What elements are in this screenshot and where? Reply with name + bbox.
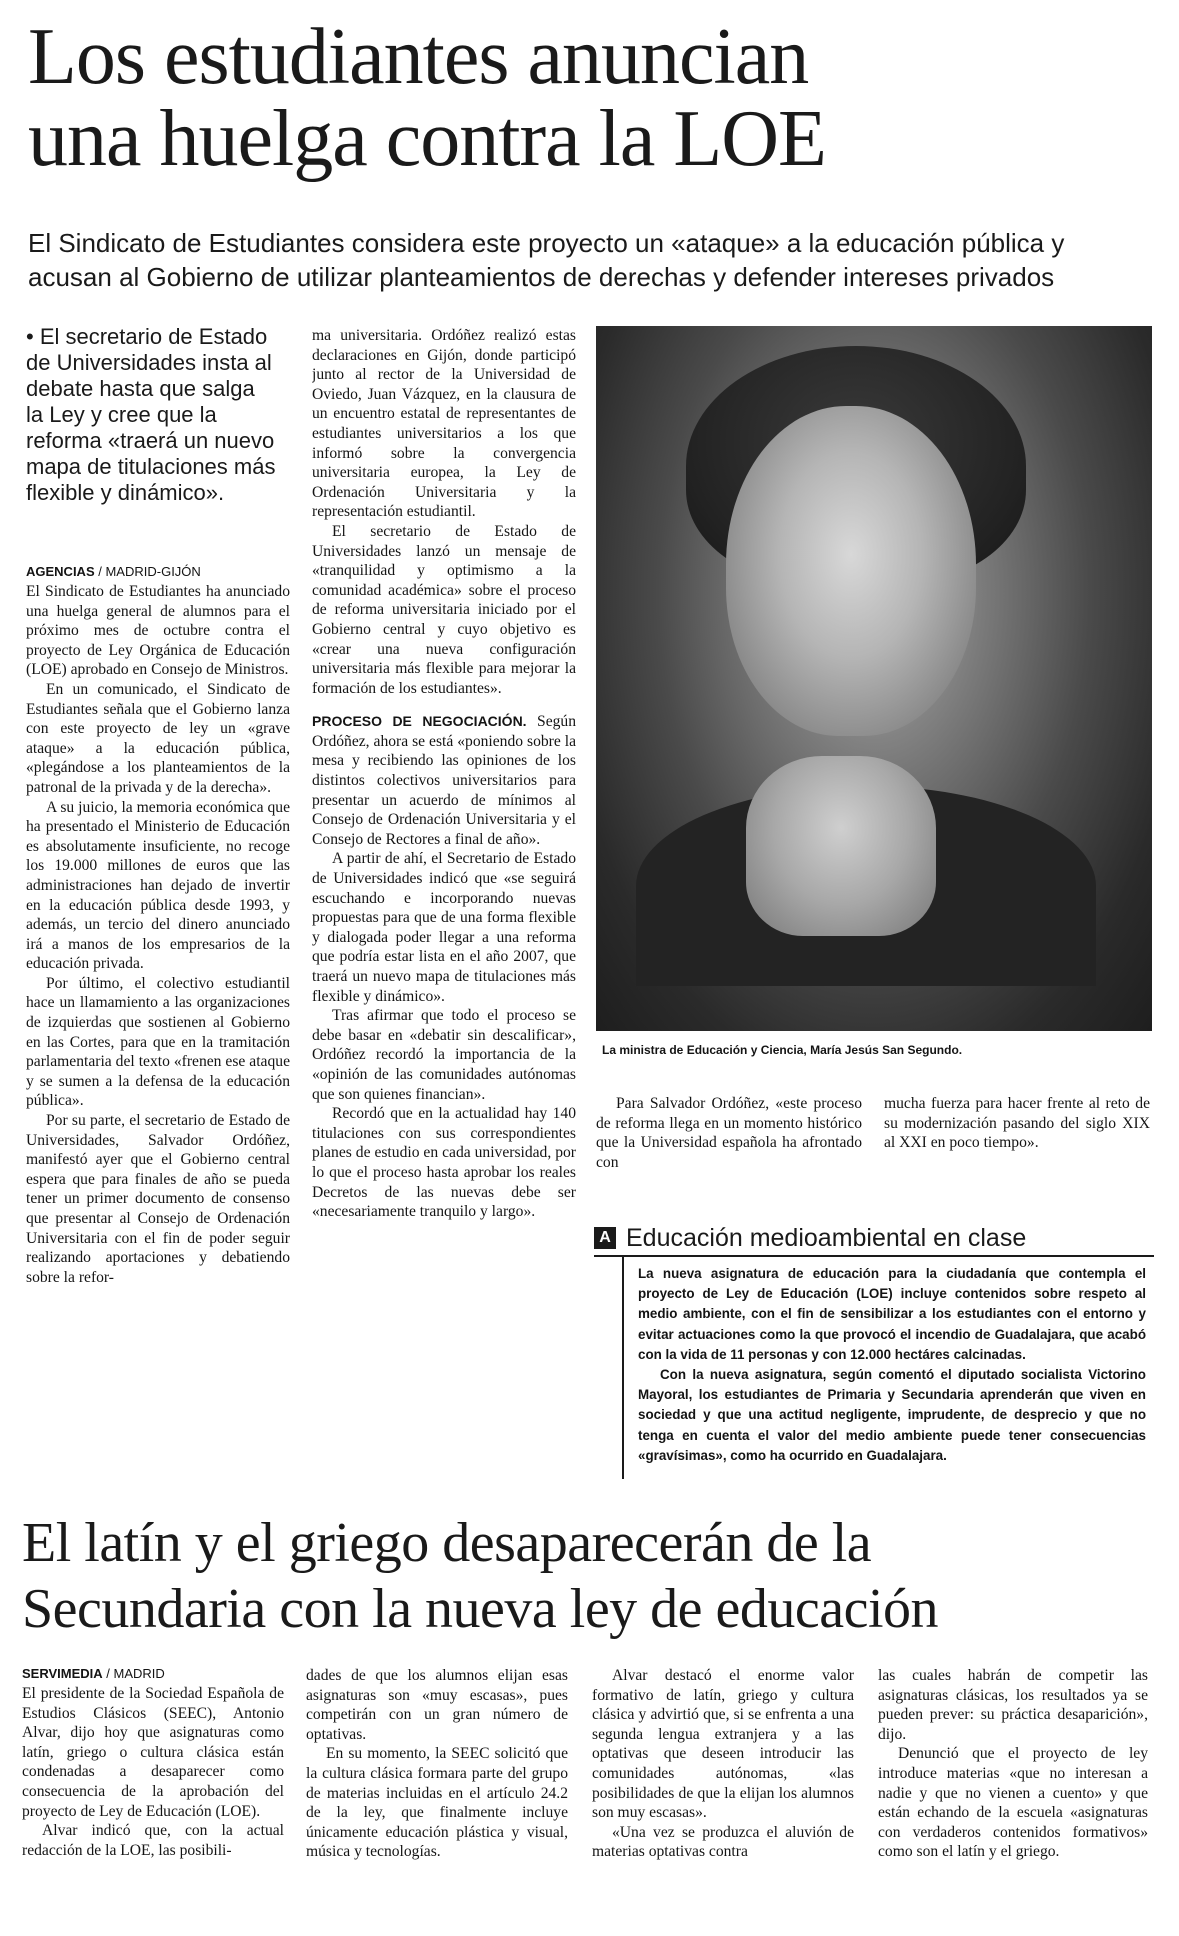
article2-column-3 <box>592 1666 854 1926</box>
article2-col4-paragraph-1: las cuales habrán de competir las asignaturas clásicas, los resultados ya se pueden prever: su práctica desaparición», dijo. <box>878 1667 1148 1743</box>
article2-byline-agency: SERVIMEDIA <box>22 1666 103 1681</box>
article1-column-4 <box>884 1094 1150 1194</box>
article1-col1-paragraph-3: A su juicio, la memoria económica que ha presentado el Ministerio de Educación es absolutamente insuficiente, no recoge los 19.000 millones de euros que las administraciones han dejado de invertir en la educación pública desde 1993, y además, un tercio del dinero anunciado irá a manos de los empresarios de la educación privada. <box>26 798 290 973</box>
article1-col2-paragraph-3 <box>312 712 576 849</box>
sidebar-title: Educación medioambiental en clase <box>626 1224 1027 1252</box>
photo-figure-face <box>726 406 976 736</box>
article1-col2-paragraph-2: El secretario de Estado de Universidades lanzó un mensaje de «tranquilidad y optimismo a la comunidad académica» sobre el proceso de reforma universitaria iniciado por el Gobierno central y cuyo objetivo es «crear una nueva configuración universitaria más flexible para mejorar la formación de los estudiantes». <box>312 522 576 697</box>
article2-col2-paragraph-1: dades de que los alumnos elijan esas asignaturas son «muy escasas», pues competirán con un gran número de optativas. <box>306 1667 568 1743</box>
article2-col1-paragraph-2: Alvar indicó que, con la actual redacción de la LOE, las posibili- <box>22 1822 284 1859</box>
photo-caption: La ministra de Educación y Ciencia, María Jesús San Segundo. <box>602 1043 963 1057</box>
sidebar-body <box>638 1264 1146 1484</box>
article1-lead: • El secretario de Estado de Universidades insta al debate hasta que salga la Ley y cree que la reforma «traerá un nuevo mapa de titulaciones más flexible y dinámico». <box>26 324 276 505</box>
article1-subhead: El Sindicato de Estudiantes considera este proyecto un «ataque» a la educación pública y acusan al Gobierno de utilizar planteamientos de derechas y defender intereses privados <box>28 228 1065 292</box>
article2-column-4 <box>878 1666 1148 1926</box>
article2-col3-paragraph-2: «Una vez se produzca el aluvión de materias optativas contra <box>592 1823 854 1861</box>
article1-col2-paragraph-5: Tras afirmar que todo el proceso se debe basar en «debatir sin descalificar», Ordóñez recordó la importancia de la «opinión de las comunidades autónomas que son quienes financian». <box>312 1007 576 1103</box>
article2-col2-paragraph-2: En su momento, la SEEC solicitó que la cultura clásica formara parte del grupo de materias incluidas en el artículo 24.2 de la ley, que finalmente incluye únicamente educación plástica y visual, música y tecnologías. <box>306 1745 568 1861</box>
article1-headline-line2: una huelga contra la LOE <box>28 95 826 183</box>
article1-col2-paragraph-6: Recordó que en la actualidad hay 140 titulaciones con sus correspondientes planes de estudio en cada universidad, por lo que el proceso hasta aprobar los reales Decretos de las nuevas debe ser «necesariamente tranquilo y largo». <box>312 1105 576 1221</box>
sidebar-paragraph-1: La nueva asignatura de educación para la ciudadanía que contempla el proyecto de Ley de Educación (LOE) incluye contenidos sobre respeto al medio ambiente, con el fin de sensibilizar a los estudiantes con el entorno y evitar actuaciones como la que provocó el incendio de Guadalajara, que acabó con la vida de 11 personas y con 12.000 hectáres calcinadas. <box>638 1266 1146 1362</box>
article1-col2-kicker: PROCESO DE NEGOCIACIÓN. <box>312 713 527 730</box>
article1-col4-paragraph-1: mucha fuerza para hacer frente al reto de su modernización pasando del siglo XIX al XXI en poco tiempo». <box>884 1095 1150 1152</box>
article1-headline <box>28 13 1158 183</box>
minister-photo <box>596 326 1152 1031</box>
article2-headline-line1: El latín y el griego desaparecerán de la <box>22 1512 872 1574</box>
sidebar-header <box>594 1222 1154 1254</box>
article1-col1-paragraph-2: En un comunicado, el Sindicato de Estudiantes señala que el Gobierno lanza con este proyecto de ley un «grave ataque» a la educación pública, «plegándose a los planteamientos de la patronal de la privada y de la derecha». <box>26 680 290 796</box>
article1-column-3 <box>596 1094 862 1194</box>
article1-column-2 <box>312 326 576 1486</box>
article1-col1-paragraph-5: Por su parte, el secretario de Estado de Universidades, Salvador Ordóñez, manifestó ayer que el Gobierno central espera que para finales de año se pueda tener un primer documento de consenso que presentar al Consejo de Ordenación Universitaria con el fin de poder seguir realizando aportaciones y debatiendo sobre la refor- <box>26 1112 290 1286</box>
sidebar-paragraph-2: Con la nueva asignatura, según comentó el diputado socialista Victorino Mayoral, los estudiantes de Primaria y Secundaria aprenderán que viven en sociedad y que una actitud negligente, imprudente, de desprecio y que no tenga en cuenta el valor del medio ambiente puede tener consecuencias «gravísimas», como ha ocurrido en Guadalajara. <box>638 1367 1146 1463</box>
article1-col1-paragraph-1: El Sindicato de Estudiantes ha anunciado una huelga general de alumnos para el próximo mes de octubre contra el proyecto de Ley Orgánica de Educación (LOE) aprobado en Consejo de Ministros. <box>26 583 290 679</box>
article1-col2-paragraph-3-text: Según Ordóñez, ahora se está «poniendo sobre la mesa y recibiendo las opiniones de los distintos colectivos universitarios para presentar un acuerdo de mínimos al Consejo de Ordenación Universitaria y el Consejo de Rectores a final de año». <box>312 713 576 848</box>
article2-byline-place: / MADRID <box>106 1666 165 1681</box>
sidebar-left-rule <box>622 1255 624 1479</box>
article1-col3-paragraph-1: Para Salvador Ordóñez, «este proceso de reforma llega en un momento histórico que la Universidad española ha afrontado con <box>596 1095 862 1171</box>
section-logo-icon: A <box>594 1227 616 1249</box>
article2-column-2 <box>306 1666 568 1926</box>
sidebar-top-rule <box>594 1255 1154 1257</box>
article1-byline <box>26 564 290 580</box>
article1-col1-paragraph-4: Por último, el colectivo estudiantil hace un llamamiento a las organizaciones de izquierdas que sostienen al Gobierno en las Cortes, para que en la tramitación parlamentaria del texto «frenen ese ataque y se sumen a la defensa de la educación pública». <box>26 974 290 1110</box>
article1-byline-place: / MADRID-GIJÓN <box>98 564 201 579</box>
article1-headline-line1: Los estudiantes anuncian <box>28 13 809 101</box>
article2-byline <box>22 1666 284 1682</box>
article1-byline-agency: AGENCIAS <box>26 564 95 579</box>
article1-col2-paragraph-4: A partir de ahí, el Secretario de Estado de Universidades indicó que «se seguirá escuchando e incorporando nuevas propuestas para que de una forma flexible y dialogada poder llegar a una reforma que podría estar lista en el año 2007, que traerá un nuevo mapa de titulaciones más flexible y dinámico». <box>312 850 576 1005</box>
article2-headline <box>22 1510 1162 1642</box>
article2-column-1 <box>22 1666 284 1926</box>
article2-headline-line2: Secundaria con la nueva ley de educación <box>22 1578 939 1640</box>
article2-col4-paragraph-2: Denunció que el proyecto de ley introduce materias «que no interesan a nadie y que no vienen a cuento» y que están echando de la escuela «asignaturas con verdaderos contenidos formativos» como son el latín y el griego. <box>878 1745 1148 1861</box>
photo-figure-hands <box>746 756 936 936</box>
article1-column-1 <box>26 564 290 1484</box>
article2-col1-paragraph-1: El presidente de la Sociedad Española de Estudios Clásicos (SEEC), Antonio Alvar, dijo hoy que asignaturas como latín, griego o cultura clásica están condenadas a desaparecer como consecuencia de la aprobación del proyecto de Ley de Educación (LOE). <box>22 1685 284 1820</box>
article2-col3-paragraph-1: Alvar destacó el enorme valor formativo de latín, griego y cultura clásica y advirtió que, si se enfrenta a una segunda lengua extranjera y a las optativas que deseen introducir las comunidades autónomas, «las posibilidades de que la elijan los alumnos son muy escasas». <box>592 1667 854 1822</box>
article1-col2-paragraph-1: ma universitaria. Ordóñez realizó estas declaraciones en Gijón, donde participó junto al rector de la Universidad de Oviedo, Juan Vázquez, en la clausura de un encuentro estatal de representantes de estudiantes universitarios a los que informó sobre la convergencia universitaria europea, la Ley de Ordenación Universitaria y la representación estudiantil. <box>312 327 576 521</box>
